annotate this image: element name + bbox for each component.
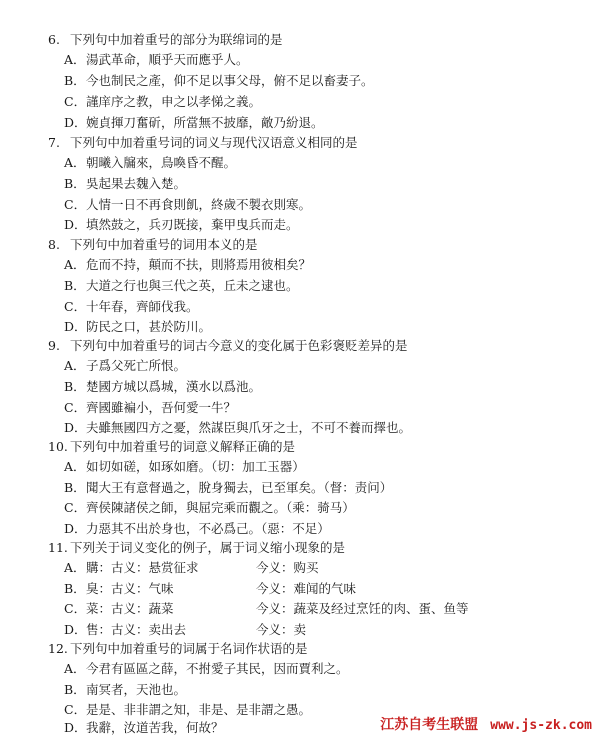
question-6-option-a: A．湯武革命，順乎天而應乎人。	[64, 52, 249, 67]
question-9-option-a: A．子爲父死亡所恨。	[64, 358, 187, 373]
question-9-option-c: C．齊國雖褊小，吾何愛一牛？	[64, 400, 237, 415]
question-11-option-b: B．臭：古义：气味 今义：难闻的气味	[64, 581, 357, 596]
question-9-option-b: B．楚國方城以爲城，漢水以爲池。	[64, 379, 262, 394]
question-8-option-c: C．十年春，齊師伐我。	[64, 299, 199, 314]
question-10-option-b: B．聞大王有意督過之，脫身獨去，已至軍矣。（督：责问）	[64, 480, 393, 495]
question-10-option-c: C．齊侯陳諸侯之師，與屈完乘而觀之。（乘：骑马）	[64, 500, 355, 515]
question-9-title: 9. 下列句中加着重号的词古今意义的变化属于色彩褒贬差异的是	[48, 338, 408, 353]
question-11-title: 11. 下列关于词义变化的例子，属于词义缩小现象的是	[48, 540, 346, 555]
question-12-option-d: D．我辭，汝道苦我，何故？	[64, 720, 224, 735]
question-7-option-b: B．吳起果去魏入楚。	[64, 176, 187, 191]
question-7-option-d: D．填然鼓之，兵刃既接，棄甲曳兵而走。	[64, 217, 299, 232]
question-12-title: 12. 下列句中加着重号的词属于名词作状语的是	[48, 641, 308, 656]
question-8-option-a: A．危而不持，顛而不扶，則將焉用彼相矣？	[64, 257, 312, 272]
question-10-option-a: A．如切如磋，如琢如磨。（切：加工玉器）	[64, 459, 305, 474]
question-10-title: 10. 下列句中加着重号的词意义解释正确的是	[48, 439, 296, 454]
question-12-option-c: C．是是、非非謂之知，非是、是非謂之愚。	[64, 702, 312, 717]
question-11-option-a: A．購：古义：悬赏征求 今义：购买	[64, 560, 319, 575]
question-8-option-b: B．大道之行也與三代之英，丘未之逮也。	[64, 278, 299, 293]
question-7-option-a: A．朝曦入牖來，鳥喚昏不醒。	[64, 155, 237, 170]
question-12-option-b: B．南冥者，天池也。	[64, 682, 187, 697]
question-11-option-d: D．售：古义：卖出去 今义：卖	[64, 622, 307, 637]
question-8-option-d: D．防民之口，甚於防川。	[64, 319, 212, 334]
question-12-option-a: A．今君有區區之薛，不拊愛子其民，因而賈利之。	[64, 661, 349, 676]
watermark-name: 江苏自考生联盟	[380, 717, 479, 733]
question-6-option-c: C．謹庠序之教，申之以孝悌之義。	[64, 94, 262, 109]
question-8-title: 8. 下列句中加着重号的词用本义的是	[48, 237, 258, 252]
question-6-option-b: B．今也制民之產，仰不足以事父母，俯不足以畜妻子。	[64, 73, 374, 88]
question-7-option-c: C．人情一日不再食則飢，終歲不製衣則寒。	[64, 197, 312, 212]
site-watermark	[380, 714, 592, 734]
question-11-option-c: C．菜：古义：蔬菜 今义：蔬菜及经过烹饪的肉、蛋、鱼等	[64, 601, 469, 616]
question-9-option-d: D．夫雖無國四方之憂，然謀臣與爪牙之士，不可不養而擇也。	[64, 420, 412, 435]
question-7-title: 7. 下列句中加着重号词的词义与现代汉语意义相同的是	[48, 135, 358, 150]
watermark-site: www.js-zk.com	[490, 718, 592, 733]
question-6-title: 6. 下列句中加着重号的部分为联绵词的是	[48, 32, 283, 47]
question-6-option-d: D．婉貞揮刀奮斫，所當無不披靡，敵乃紛退。	[64, 115, 324, 130]
question-10-option-d: D．力惡其不出於身也，不必爲己。（惡：不足）	[64, 521, 330, 536]
